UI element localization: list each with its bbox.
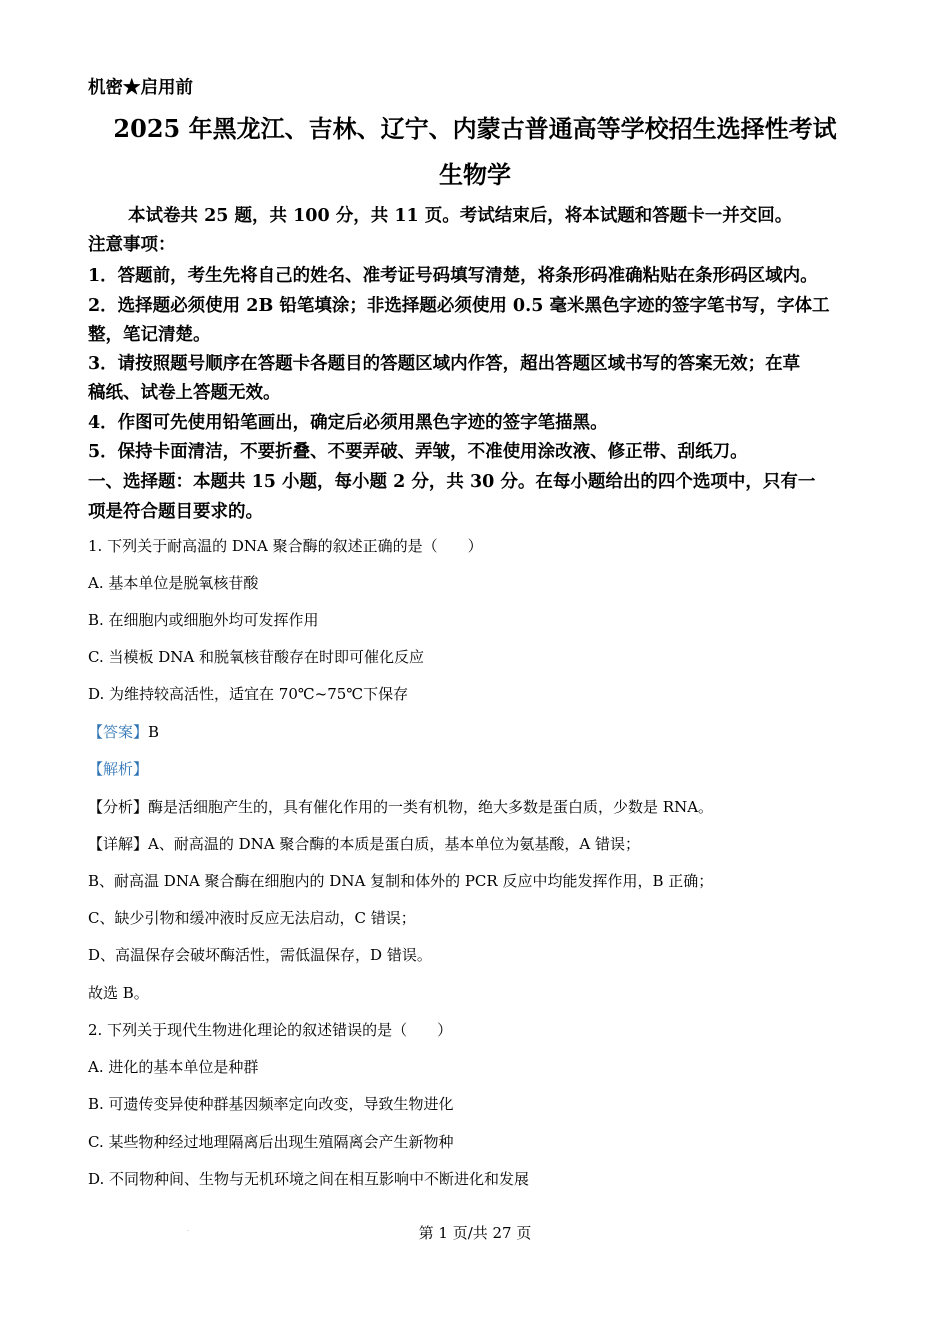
confidential-label: 机密★启用前: [88, 78, 193, 98]
note-2-line-2: 整，笔记清楚。: [88, 325, 211, 345]
question-1-option-d: D. 为维持较高活性，适宜在 70℃~75℃下保存: [88, 685, 409, 703]
question-2-option-a: A. 进化的基本单位是种群: [88, 1058, 259, 1076]
note-3-line-1: 3．请按照题号顺序在答题卡各题目的答题区域内作答，超出答题区域书写的答案无效；在草: [88, 354, 801, 374]
analysis-text: 【分析】酶是活细胞产生的，具有催化作用的一类有机物，绝大多数是蛋白质，少数是 RNA。: [88, 798, 714, 816]
question-2-option-b: B. 可遗传变异使种群基因频率定向改变，导致生物进化: [88, 1095, 454, 1113]
section-heading-line-2: 项是符合题目要求的。: [88, 502, 263, 522]
detail-a: 【详解】A、耐高温的 DNA 聚合酶的本质是蛋白质，基本单位为氨基酸，A 错误；: [88, 835, 640, 853]
question-2-stem: 2. 下列关于现代生物进化理论的叙述错误的是（ ）: [88, 1021, 453, 1039]
note-5: 5．保持卡面清洁，不要折叠、不要弄破、弄皱，不准使用涂改液、修正带、刮纸刀。: [88, 442, 748, 462]
subject-title: 生物学: [439, 160, 511, 189]
question-1-option-c: C. 当模板 DNA 和脱氧核苷酸存在时即可催化反应: [88, 648, 425, 666]
footer-mark: ·: [187, 1227, 190, 1235]
answer-tag: 【答案】: [88, 723, 149, 741]
question-2-option-d: D. 不同物种间、生物与无机环境之间在相互影响中不断进化和发展: [88, 1170, 530, 1188]
note-3-line-2: 稿纸、试卷上答题无效。: [88, 383, 281, 403]
question-2-option-c: C. 某些物种经过地理隔离后出现生殖隔离会产生新物种: [88, 1133, 454, 1151]
question-1-option-a: A. 基本单位是脱氧核苷酸: [88, 574, 259, 592]
detail-c: C、缺少引物和缓冲液时反应无法启动，C 错误；: [88, 909, 416, 927]
detail-b: B、耐高温 DNA 聚合酶在细胞内的 DNA 复制和体外的 PCR 反应中均能发挥作用，B 正确；: [88, 872, 714, 890]
note-2-line-1: 2．选择题必须使用 2B 铅笔填涂；非选择题必须使用 0.5 毫米黑色字迹的签字笔书写，字体工: [88, 296, 830, 316]
note-4: 4．作图可先使用铅笔画出，确定后必须用黑色字迹的签字笔描黑。: [88, 413, 608, 433]
detail-d: D、高温保存会破坏酶活性，需低温保存，D 错误。: [88, 946, 432, 964]
notes-heading: 注意事项：: [88, 235, 176, 255]
conclusion: 故选 B。: [88, 984, 149, 1002]
answer-line: [88, 725, 159, 740]
note-1: 1．答题前，考生先将自己的姓名、准考证号码填写清楚，将条形码准确粘贴在条形码区域内。: [88, 266, 818, 286]
page-number: 第 1 页/共 27 页: [418, 1224, 532, 1242]
analysis-tag: 【解析】: [88, 760, 149, 778]
question-1-stem: 1. 下列关于耐高温的 DNA 聚合酶的叙述正确的是（ ）: [88, 537, 483, 555]
answer-value: B: [148, 723, 160, 741]
section-heading-line-1: 一、选择题：本题共 15 小题，每小题 2 分，共 30 分。在每小题给出的四个选项中，只有一: [88, 472, 816, 492]
exam-title: 2025 年黑龙江、吉林、辽宁、内蒙古普通高等学校招生选择性考试: [113, 114, 837, 143]
question-1-option-b: B. 在细胞内或细胞外均可发挥作用: [88, 611, 319, 629]
exam-summary: 本试卷共 25 题，共 100 分，共 11 页。考试结束后，将本试题和答题卡一并交回。: [128, 206, 793, 226]
